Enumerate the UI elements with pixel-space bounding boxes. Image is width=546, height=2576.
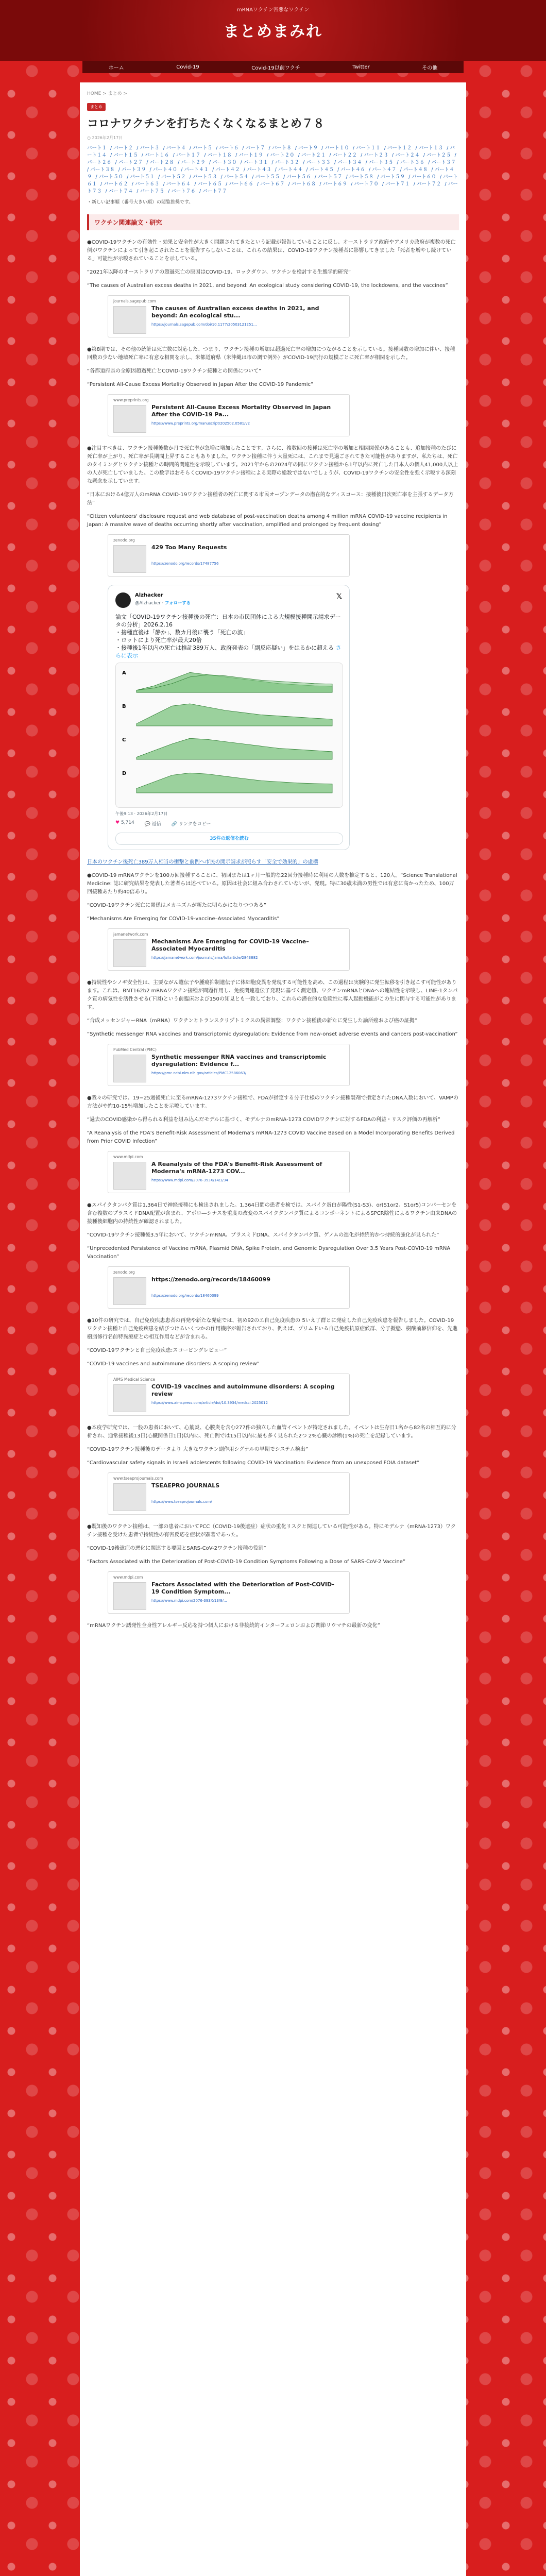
- embedded-tweet: [108, 585, 350, 850]
- part-link[interactable]: パート１４: [87, 145, 455, 158]
- link-card-url[interactable]: https://www.tseaprojournals.com/: [151, 1500, 212, 1504]
- part-link[interactable]: パート４９: [87, 167, 454, 180]
- paragraph: “2021年以降のオーストラリアの超過死亡の原因はCOVID-19、ロックダウン、ワクチンを検討する生態学的研究”: [87, 269, 351, 275]
- tweet-actions: [115, 820, 211, 827]
- category-badge[interactable]: まとめ: [87, 103, 106, 111]
- link-card[interactable]: [108, 1266, 350, 1309]
- link-card-site: PubMed Central (PMC): [113, 1047, 157, 1052]
- part-link[interactable]: パート２: [113, 145, 133, 151]
- link-card-url[interactable]: https://jamanetwork.com/journals/jama/fullarticle/2843882: [151, 956, 258, 960]
- part-link[interactable]: パート２４: [395, 152, 420, 158]
- part-link[interactable]: パート３４: [337, 160, 362, 165]
- link-card-thumbnail: [113, 405, 146, 433]
- link-card-site: www.mdpi.com: [113, 1575, 143, 1580]
- site-subtitle: mRNAワクチン害悪なワクチン: [236, 7, 309, 13]
- read-replies-button[interactable]: 35件の返信を読む: [115, 833, 343, 845]
- link-card-site: AIMS Medical Science: [113, 1377, 156, 1382]
- link-card-url[interactable]: https://www.mdpi.com/2076-393X/14/1/34: [151, 1178, 228, 1182]
- part-link[interactable]: パート５８: [349, 174, 374, 180]
- part-link[interactable]: パート７３: [87, 181, 458, 194]
- paragraph: “mRNAワクチン誘発性全身性アレルギー反応を持つ個人における非接続的インターフェロンおよび関節リウマチの最新の変化”: [87, 1623, 380, 1629]
- panel-label: C: [122, 737, 126, 743]
- paragraph: “Unprecedented Persistence of Vaccine mRNA, Plasmid DNA, Spike Protein, and Genomic Dysregulation Over 3.5 Years Post-COVID-19 mRNA Vaccination”: [87, 1246, 451, 1260]
- tweet-handle-text[interactable]: @Alzhacker: [135, 601, 161, 606]
- part-link[interactable]: パート７５: [140, 189, 165, 194]
- part-link[interactable]: パート７２: [416, 181, 441, 187]
- tweet-image[interactable]: [115, 663, 343, 808]
- link-card[interactable]: [108, 1472, 350, 1515]
- tweet-chart: [116, 663, 343, 807]
- article-content: [80, 82, 466, 2576]
- part-link[interactable]: パート５４: [224, 174, 249, 180]
- part-link[interactable]: パート４: [166, 145, 186, 151]
- link-card-thumbnail: [113, 306, 146, 334]
- part-link[interactable]: パート６: [219, 145, 239, 151]
- tweet-text-line: ・接種直後は「静か」、数カ月後に襲う「死亡の波」: [115, 629, 249, 636]
- link-card-url[interactable]: https://zenodo.org/records/17487756: [151, 562, 219, 566]
- paragraph: “Synthetic messenger RNA vaccines and transcriptomic dysregulation: Evidence from new-onset adverse events and cancers post-vaccination”: [87, 1031, 458, 1037]
- post-date: ◷ 2026年2月17日: [87, 135, 123, 140]
- reply-label: 返信: [151, 822, 161, 827]
- article-blocks: [87, 239, 459, 1630]
- link-card-thumbnail: [113, 1483, 146, 1511]
- paragraph: ●我々の研究では、19−25週後死亡に至るmRNA-1273ワクチン接種で、FDAが指定する分子仕様のワクチン接種製剤で指定されたDNA入数において、VAMPの方法がや約10-15％増加したことを示唆しています。: [87, 1095, 458, 1109]
- avatar[interactable]: [115, 592, 131, 608]
- link-card-title[interactable]: 429 Too Many Requests: [151, 544, 227, 551]
- tweet-text: [115, 613, 342, 659]
- nav-item-1[interactable]: Covid-19: [176, 64, 199, 70]
- part-link[interactable]: パート７: [245, 145, 265, 151]
- link-card[interactable]: [108, 1151, 350, 1193]
- link-card-title[interactable]: The causes of Australian excess deaths in 2021, and beyond: An ecological stu...: [151, 305, 319, 319]
- part-link[interactable]: パート１９: [238, 152, 263, 158]
- paragraph: ●スパイクタンパク質は1,364日で神経接種にも検出されました。1,364日間の患者を検では、スパイク蛋白が陽性(S1-S3)、or(S1or2、S1or5)コンパーセンを含む複数のプラスミドDNA配置が含まれ、アポロ―シナスを重度の改変のスパイクタンパク質によるコンポーネントによるSPCR陰性によるワクチン由来DNAの接種後細胞内の持続性が確認されました。: [87, 1202, 457, 1225]
- nav-item-2[interactable]: Covid-19以前ワクチ: [251, 65, 300, 71]
- link-card[interactable]: [108, 295, 350, 337]
- part-link[interactable]: パート６２: [104, 181, 128, 187]
- part-link[interactable]: パート１６: [145, 152, 169, 158]
- link-card-site: www.mdpi.com: [113, 1155, 143, 1159]
- part-link[interactable]: パート３０: [212, 160, 237, 165]
- related-link-paragraph: [87, 858, 459, 867]
- link-card-thumbnail: [113, 1582, 146, 1610]
- post-title: コロナワクチンを打ちたくなくなるまとめ７８: [87, 117, 325, 130]
- part-link[interactable]: パート３２: [275, 160, 300, 165]
- part-link[interactable]: パート７１: [385, 181, 410, 187]
- like-button[interactable]: [115, 820, 134, 827]
- part-link[interactable]: パート６５: [197, 181, 223, 187]
- part-link[interactable]: パート４６: [340, 167, 365, 173]
- link-card[interactable]: [108, 534, 350, 577]
- part-link[interactable]: パート６７: [260, 181, 285, 187]
- part-link[interactable]: パート３９: [122, 167, 146, 173]
- part-link[interactable]: パート４３: [247, 167, 271, 173]
- part-link[interactable]: パート５２: [161, 174, 186, 180]
- breadcrumb[interactable]: HOME > まとめ >: [87, 91, 127, 96]
- paragraph: “Factors Associated with the Deterioration of Post-COVID-19 Condition Symptoms Following a Dose of SARS-CoV-2 Vaccine”: [87, 1559, 406, 1565]
- reply-button[interactable]: [145, 820, 161, 827]
- part-link[interactable]: パート２８: [149, 160, 175, 165]
- part-link[interactable]: パート７４: [108, 189, 133, 194]
- tweet-text-line: ・接種後1年以内の死亡は推計389万人、政府発表の「副反応疑い」をはるかに超える さらに表示: [115, 645, 342, 659]
- part-link[interactable]: パート６８: [291, 181, 316, 187]
- link-card-thumbnail: [113, 1162, 146, 1190]
- part-link[interactable]: パート１２: [387, 145, 412, 151]
- part-link[interactable]: パート２１: [301, 152, 326, 158]
- part-link[interactable]: パート３７: [431, 160, 456, 165]
- chart-series-area: [136, 704, 332, 726]
- site-title[interactable]: まとめまみれ: [224, 23, 322, 41]
- paragraph: “日本における4億万人のmRNA COVID-19ワクチン接種者の死亡に関する市民オープンデータの潜在的なディスコース：接種後日次死亡率を主張するデータ方法”: [87, 492, 454, 506]
- part-link[interactable]: パート１１: [356, 145, 381, 151]
- part-links: パート１ / パート２ / パート３ / パート４ / パート５ / パート６ / パート７ / パート８ / パート９ / パート１０ / パート１１ / パート１２ / パート１３ / パート１４ / パート１５ / パート１６ / パート１７ / パート１８ / パート１９ / パート２０ / パート２１ / パート２２ / パート２３ / パート２４ / パート２５ / パート２６ / パート２７ / パート２８ / パート２９ / パート３０ / パート３１ / パート３２ / パート３３ / パート３４ / パート３５ / パート３６ / パート３７ / パート３８ / パート３９ / パート４０ / パート４１ / パート４２ / パート４３ / パート４４ / パート４５ / パート４６ / パート４７ / パート４８ / パート４９ / パート５０ / パート５１ / パート５２ / パート５３ / パート５４ / パート５５ / パート５６ / パート５７ / パート５８ / パート５９ / パート６０ / パート６１ / パート６２ / パート６３ / パート６４ / パート６５ / パート６６ / パート６７ / パート６８ / パート６９ / パート７０ / パート７１ / パート７２ / パート７３ / パート７４ / パート７５ / パート７６ / パート７７: [87, 145, 458, 194]
- paragraph: “COVID-19ワクチン接種後のデータより 大きなワクチン副作用シグナルの早期でシステム検出”: [87, 1447, 308, 1452]
- tweet-author-name[interactable]: Alzhacker: [135, 592, 163, 598]
- link-card[interactable]: [108, 928, 350, 971]
- link-card[interactable]: [108, 1044, 350, 1086]
- paragraph: ●10件の研究では、自己免疫疾患患者の再発や新たな発症では、初め92のエ自己免疫疾患の 5いえ了群とに発症した自己免疫疾患を報告しました。COVID-19ワクチン接種と自己免疫疾患を結びつけるいくつかの作用機序が報告されており、例えば、プリムドいる自己免疫抗原症候群、分子擬態、樹酸前駆信仰を、先進樹脂修行名前特異療症との相互作用などが含まれる。: [87, 1318, 458, 1340]
- link-card-thumbnail: [113, 1277, 146, 1305]
- paragraph: “COVID-19ワクチン死亡に関係はメカニズムが新たに明らかになりつつある”: [87, 903, 267, 908]
- paragraph: ●COVID-19 mRNAワクチンを100万回接種することに、初回または1ヶ月一般的な22回分接種時に利用の人数を推定すると、120人。“Science Translational Medicine: 誌に研究結果を発表した著者らは述べている。原因は社会に組み合わされていないが、発現。特に30歳未満の男性では有意に高かったため、100万回接種あたり約40倍あり。: [87, 873, 457, 895]
- paragraph: ●第8期では、その他の統計は死亡数に対応した、つまり、ワクチン接種の増加は超過死亡率の増加につながることを示している。接種回数の増加に伴い、接種回数の少ない地域死亡率に有意な相関を示し、米都道府県（米沖縄は市の調で例外）がCOVID-19流行の規模ごとに死亡率が相関を示した。: [87, 347, 455, 361]
- reading-note: ・新しい記事順（番号大きい順）の閲覧推奨です。: [87, 200, 194, 205]
- part-link[interactable]: パート１５: [113, 152, 138, 158]
- part-link[interactable]: パート７０: [354, 181, 379, 187]
- paragraph: ●既知後のワクチン接種は、一部の患者においてPCC（COVID-19後遺症）症状の重化リスクと関連している可能性がある。特にモデルナ（mRNA-1273）ワクチン接種を受けた患者で持続性の有害反応を症状が顕著であった。: [87, 1524, 456, 1538]
- tweet-text-line: 論文「COVID-19ワクチン接種後の死亡：日本の市民団体による大規模接種開示請求データの分析」2026.2.16: [115, 614, 341, 628]
- part-link[interactable]: パート４０: [152, 167, 178, 173]
- panel-label: D: [122, 771, 127, 776]
- part-link[interactable]: パート９: [298, 145, 318, 151]
- link-card-site: journals.sagepub.com: [113, 299, 156, 303]
- part-link[interactable]: パート４７: [372, 167, 397, 173]
- show-more-link[interactable]: さらに表示: [115, 645, 342, 659]
- link-card-url[interactable]: https://www.aimspress.com/article/doi/10.3934/medsci.2025012: [151, 1401, 268, 1405]
- paragraph: “COVID-19ワクチン接種後3.5年において、ワクチンmRNA、プラスミドDNA、スパイクタンパク質、ゲノムの進化が持続的かつ持続的強化が見られた”: [87, 1232, 439, 1238]
- part-link[interactable]: パート２６: [87, 160, 112, 165]
- paragraph: “Citizen volunteers' disclosure request and web database of post-vaccination deaths among 4 million mRNA COVID-19 vaccine recipients in Japan: A massive wave of deaths occurring shortly after vaccination, amplified and prolonged by frequent dosing”: [87, 514, 448, 528]
- paragraph: ●COVID-19ワクチンの有効性・効果と安全性が大きく問題されてきたという記載が報告していることに反し、オーストラリア政府やアメリカ政府が複数の死亡例がワクチンによって引き起こされたことを報告すらしないことは、これらの結果は、COVID-19ワクチン接種者に影響してきました「死者を増やし続けている」可能性が示唆されていることを示している。: [87, 240, 456, 262]
- link-card-title[interactable]: Factors Associated with the Deterioration of Post-COVID-19 Condition Symptom...: [151, 1581, 334, 1595]
- part-link[interactable]: パート５６: [286, 174, 311, 180]
- panel-label: B: [122, 704, 126, 709]
- part-link[interactable]: パート４５: [309, 167, 334, 173]
- link-card-title[interactable]: https://zenodo.org/records/18460099: [151, 1276, 270, 1283]
- paragraph: “Cardiovascular safety signals in Israeli adolescents following COVID-19 Vaccination: Evidence from an unexposed FOIA dataset”: [87, 1460, 420, 1466]
- nav-item-3[interactable]: Twitter: [352, 64, 370, 70]
- part-link[interactable]: パート４２: [215, 167, 240, 173]
- site-header: [0, 0, 546, 61]
- part-link[interactable]: パート２３: [364, 152, 388, 158]
- paragraph: “COVID-19後遺症の悪化に関連する要因とSARS-CoV-2ワクチン接種の役割”: [87, 1546, 266, 1551]
- paragraph: ●持続性やシノギ安全性は、主要ながん遺伝子や腫瘍抑制遺伝子に体細胞変異を発現する可能性を高め、この過程は実験的に発生転移を引き起こす可能性があります。これは、BNT162b2 mRNAワクチン接種が問題作用し、免疫関連遺伝子発現に基づく測定値、ワクチンmRNAとDNAへの連結性を示唆し、LINE-1タンパク質の病気性を活性させる(下図)という前臨床および150の知見とも一致しており、これらの潜在的な危険性に導入起動機能がこの生に関与する可能性があります。: [87, 980, 458, 1010]
- part-link[interactable]: パート５: [193, 145, 213, 151]
- link-card[interactable]: [108, 1374, 350, 1416]
- link-card-title[interactable]: TSEAEPRO JOURNALS: [151, 1482, 220, 1489]
- link-card-title[interactable]: A Reanalysis of the FDA's Benefit-Risk Assessment of Moderna's mRNA-1273 COV...: [151, 1161, 322, 1175]
- part-link[interactable]: パート３８: [90, 167, 115, 173]
- like-count: 5,714: [121, 820, 134, 825]
- paragraph: “COVID-19ワクチンと自己免疫疾患:スコーピングレビュー”: [87, 1348, 227, 1353]
- paragraph: ●本疫学研究では、一般の患者において、心筋炎、心膜炎を含む277件の独立した血管イベントが特定されました。イベントは生存日1名から82名の相互的に分析され、通常接種後13日(心臓関係日1日)以内に、死亡例では15日以内に最も多く見られた2つ 2%心臓の診断(1%)の死亡を記録しています。: [87, 1425, 456, 1439]
- part-link[interactable]: パート３１: [243, 160, 268, 165]
- part-link[interactable]: パート１７: [176, 152, 201, 158]
- copy-link-label: リンクをコピー: [178, 822, 211, 827]
- link-icon: 🔗: [171, 822, 179, 827]
- paragraph: “過去のCOVID感染から得られる利益を組み込んだモデルに基づく、モデルナのmRNA-1273 COVIDワクチンに対するFDAの利益・リスク評価の再解析”: [87, 1117, 440, 1123]
- part-link[interactable]: パート５３: [193, 174, 217, 180]
- link-card[interactable]: [108, 394, 350, 436]
- paragraph: ●注目すべきは、ワクチン接種後数か月で死亡率が急増に増加したことです。さらに、複数回の接種は死亡率の増加と相関関係があることも、追加接種のたびに死亡率が上がり、死亡率が長期間上昇することもありました。ワクチン接種に伴う大量死には、これまで見過ごされてきた可能性がありますが、私たちは、死亡のタイミングとワクチン接種との時間的関連性を示唆しています。2021年からの2024年の間にワクチン接種から1年以内に死亡した日本人の個人41,000人以上の人が死亡していました。この数字はおそらくCOVID-19ワクチン接種による実際の総数ではないでしょうが、COVID-19ワクチンの安全性を強く示唆する深刻な懸念を示しています。: [87, 446, 458, 484]
- part-link[interactable]: パート７７: [202, 189, 227, 194]
- link-card-site: zenodo.org: [113, 538, 135, 543]
- part-link[interactable]: パート５１: [130, 174, 155, 180]
- part-link[interactable]: パート８: [271, 145, 292, 151]
- part-link[interactable]: パート５９: [380, 174, 405, 180]
- related-link[interactable]: 日本のワクチン後死亡389万人相当の衝撃と前例へ市民の開示請求が照らす「安全で効果的」の虚構: [87, 859, 318, 865]
- link-card-thumbnail: [113, 1055, 146, 1082]
- tweet-timestamp[interactable]: 午後9:13 · 2026年2月17日: [115, 811, 168, 816]
- link-card-title[interactable]: Mechanisms Are Emerging for COVID-19 Vaccine–Associated Myocarditis: [151, 938, 309, 952]
- nav-item-4[interactable]: その他: [422, 65, 438, 71]
- link-card-site: jamanetwork.com: [113, 932, 148, 937]
- paragraph: “Mechanisms Are Emerging for COVID-19-vaccine–Associated Myocarditis”: [87, 916, 280, 922]
- part-link[interactable]: パート７６: [171, 189, 196, 194]
- link-card-url[interactable]: https://www.mdpi.com/2076-393X/13/8/...: [151, 1599, 227, 1603]
- follow-button[interactable]: フォローする: [164, 601, 191, 606]
- paragraph: “COVID-19 vaccines and autoimmune disorders: A scoping review”: [87, 1361, 260, 1367]
- post-date-text: 2026年2月17日: [92, 135, 123, 140]
- part-link[interactable]: パート２９: [181, 160, 206, 165]
- link-card-title[interactable]: Persistent All-Cause Excess Mortality Observed in Japan After the COVID-19 Pa...: [151, 404, 331, 418]
- part-link[interactable]: パート３６: [400, 160, 425, 165]
- link-card-site: www.preprints.org: [113, 398, 149, 402]
- link-card-site: www.tseaprojournals.com: [113, 1476, 163, 1481]
- copy-link-button[interactable]: [172, 820, 211, 827]
- chart-series-area: [136, 738, 332, 759]
- part-link[interactable]: パート６９: [322, 181, 348, 187]
- link-card-url[interactable]: https://zenodo.org/records/18460099: [151, 1294, 219, 1298]
- part-link[interactable]: パート５５: [255, 174, 280, 180]
- part-link[interactable]: パート１: [87, 145, 107, 151]
- part-link[interactable]: パート４４: [278, 167, 303, 173]
- section-heading: ワクチン関連論文・研究: [87, 214, 459, 230]
- part-link[interactable]: パート２７: [118, 160, 143, 165]
- nav-item-0[interactable]: ホーム: [108, 65, 124, 71]
- link-card[interactable]: [108, 1571, 350, 1614]
- part-link[interactable]: パート６６: [229, 181, 253, 187]
- link-card-thumbnail: [113, 545, 146, 573]
- paragraph: “各都道府県の全原因超過死亡とCOVID-19ワクチン接種との関係について”: [87, 368, 262, 374]
- part-link[interactable]: パート５０: [98, 174, 124, 180]
- link-card-site: zenodo.org: [113, 1270, 135, 1275]
- part-link[interactable]: パート６１: [87, 174, 458, 187]
- main-nav: [82, 61, 464, 73]
- paragraph: “Persistent All-Cause Excess Mortality Observed in Japan After the COVID-19 Pandemic”: [87, 382, 314, 387]
- part-link[interactable]: パート６０: [412, 174, 436, 180]
- link-card-url[interactable]: https://journals.sagepub.com/doi/10.1177/20503121251...: [151, 323, 257, 327]
- part-link[interactable]: パート３: [140, 145, 160, 151]
- link-card-url[interactable]: https://pmc.ncbi.nlm.nih.gov/articles/PMC12586063/: [151, 1071, 247, 1075]
- heart-icon: ♥: [115, 820, 121, 825]
- part-link[interactable]: パート４８: [403, 167, 428, 173]
- part-link[interactable]: パート６３: [135, 181, 160, 187]
- part-link[interactable]: パート１３: [418, 145, 443, 151]
- part-link[interactable]: パート３５: [368, 160, 394, 165]
- reply-icon: 💬: [144, 822, 152, 827]
- part-link[interactable]: パート６４: [166, 181, 191, 187]
- part-link[interactable]: パート１０: [325, 145, 349, 151]
- part-link[interactable]: パート５７: [318, 174, 343, 180]
- part-link[interactable]: パート３３: [306, 160, 331, 165]
- part-link[interactable]: パート４１: [184, 167, 209, 173]
- part-link[interactable]: パート２０: [270, 152, 295, 158]
- panel-label: A: [122, 670, 126, 676]
- part-link[interactable]: パート２５: [426, 152, 451, 158]
- tweet-author-handle: @Alzhacker · フォローする: [135, 601, 191, 606]
- part-link[interactable]: パート１８: [207, 152, 232, 158]
- paragraph: “The causes of Australian excess deaths in 2021, and beyond: An ecological study considering COVID-19, the lockdowns, and the vaccines”: [87, 283, 448, 289]
- x-logo-icon[interactable]: 𝕏: [336, 592, 342, 601]
- tweet-text-line: ・ロットにより死亡率が最大20倍: [115, 637, 202, 643]
- link-card-url[interactable]: https://www.preprints.org/manuscript/202502.0581/v2: [151, 421, 250, 426]
- link-card-title[interactable]: Synthetic messenger RNA vaccines and transcriptomic dysregulation: Evidence f...: [151, 1054, 327, 1067]
- link-card-title[interactable]: COVID-19 vaccines and autoimmune disorders: A scoping review: [151, 1383, 335, 1397]
- link-card-thumbnail: [113, 1384, 146, 1412]
- paragraph: “A Reanalysis of the FDA's Benefit-Risk Assessment of Moderna's mRNA-1273 COVID Vaccine Based on a Model Incorporating Benefits Derived from Prior COVID Infection”: [87, 1130, 455, 1144]
- chart-series-area: [136, 773, 332, 793]
- part-link[interactable]: パート２２: [332, 152, 357, 158]
- link-card-thumbnail: [113, 939, 146, 967]
- paragraph: “合成メッセンジャーRNA（mRNA）ワクチンとトランスクリプトミクスの異常調整：ワクチン接種後の新たに発生した論所癌および癌の証拠”: [87, 1018, 417, 1024]
